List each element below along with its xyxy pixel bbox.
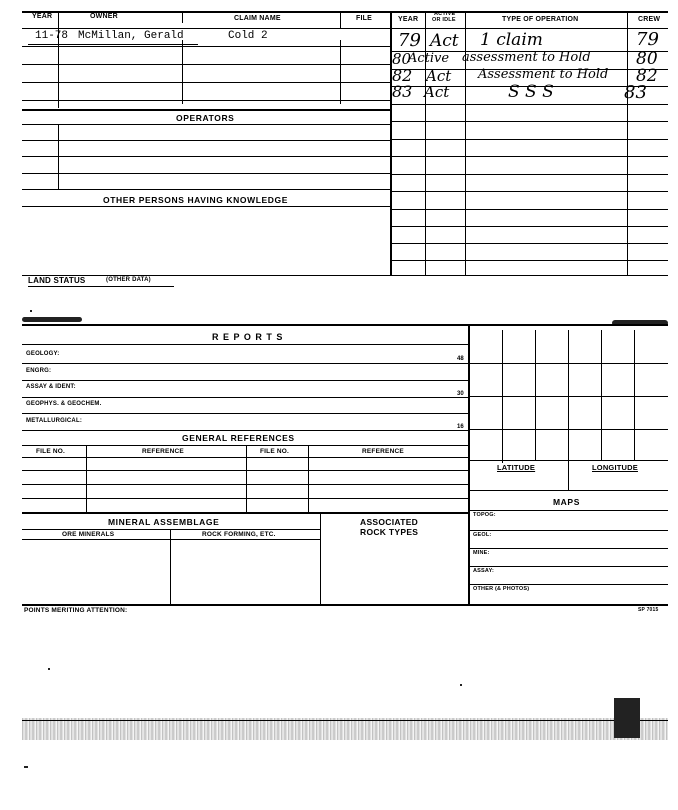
activity-crew: 79 — [636, 29, 659, 50]
scan-speck — [460, 684, 462, 686]
claim-name: Cold 2 — [228, 30, 268, 42]
scan-speck — [48, 668, 50, 670]
entry-underline — [28, 44, 198, 45]
ore-minerals-header: ORE MINERALS — [62, 531, 115, 538]
activity-crew: 82 — [636, 66, 658, 86]
maps-heading: MAPS — [553, 497, 580, 507]
year-header: YEAR — [32, 13, 53, 20]
form-number: SP 7015 — [638, 607, 659, 613]
activity-status: Active — [408, 51, 450, 66]
row-line — [22, 140, 390, 141]
row-line — [390, 209, 668, 210]
row-line — [22, 206, 390, 207]
topog-label: TOPOG: — [473, 512, 496, 518]
scan-speck — [30, 310, 32, 312]
land-status-label: LAND STATUS — [28, 276, 86, 285]
row-line — [22, 457, 468, 458]
activity-crew: 80 — [636, 49, 658, 69]
divider — [340, 13, 341, 28]
operators-top-line — [22, 109, 390, 111]
row-line — [22, 445, 468, 446]
row-line — [468, 584, 668, 585]
activity-year: 82 — [392, 66, 413, 85]
row-line — [22, 512, 468, 514]
other-persons-heading: OTHER PERSONS HAVING KNOWLEDGE — [103, 195, 289, 205]
row-line — [468, 566, 668, 567]
divider — [58, 11, 59, 28]
year2-header: YEAR — [398, 16, 419, 23]
header-row — [22, 11, 668, 27]
row-line — [22, 156, 390, 157]
longitude-label: LONGITUDE — [592, 463, 638, 472]
row-line — [22, 430, 468, 431]
latitude-label: LATITUDE — [497, 463, 536, 472]
row-line — [22, 529, 320, 530]
row-line — [22, 275, 668, 276]
activity-status: Act — [430, 31, 459, 51]
row-line — [22, 498, 468, 499]
divider — [170, 529, 171, 604]
grid-line — [568, 330, 569, 490]
land-status-underline — [28, 286, 174, 287]
file-no-header: FILE NO. — [36, 448, 66, 455]
claim-owner: McMillan, Gerald — [78, 30, 184, 42]
row-line — [22, 46, 390, 47]
row-line — [390, 139, 668, 140]
geophys-label: GEOPHYS. & GEOCHEM. — [26, 401, 102, 407]
scan-line — [22, 720, 668, 721]
row-line — [390, 121, 668, 122]
report-number: 48 — [457, 356, 464, 362]
grid-line — [468, 460, 668, 461]
row-line — [390, 226, 668, 227]
row-line — [22, 64, 390, 65]
row-line — [22, 82, 390, 83]
report-number: 16 — [457, 424, 464, 430]
row-line — [22, 397, 468, 398]
row-line — [468, 548, 668, 549]
file-no-header-2: FILE NO. — [260, 448, 290, 455]
row-line — [468, 510, 668, 511]
divider — [340, 40, 341, 104]
reports-top-line — [22, 324, 668, 326]
land-status-sub: (OTHER DATA) — [106, 277, 151, 283]
grid-line — [468, 490, 668, 491]
row-line — [22, 470, 468, 471]
header-bottom-line — [22, 28, 668, 29]
scan-speck — [24, 766, 28, 768]
grid-line — [468, 396, 668, 397]
engrg-label: ENGRG: — [26, 368, 52, 374]
divider — [320, 512, 321, 604]
reports-right-divider — [468, 324, 470, 604]
activity-status: Act — [426, 67, 452, 85]
geol-label: GEOL: — [473, 532, 492, 538]
claim-date: 11-78 — [35, 30, 69, 42]
divider — [182, 40, 183, 104]
row-line — [390, 243, 668, 244]
row-line — [390, 174, 668, 175]
associated-label-2: ROCK TYPES — [360, 527, 419, 537]
row-line — [22, 173, 390, 174]
claim-name-header: CLAIM NAME — [234, 15, 281, 22]
crew-header: CREW — [638, 16, 661, 23]
associated-label-1: ASSOCIATED — [360, 517, 419, 527]
divider — [627, 13, 628, 276]
points-meriting-attention: POINTS MERITING ATTENTION: — [24, 607, 128, 614]
divider — [58, 124, 59, 189]
activity-status: Act — [424, 83, 450, 101]
reference-header-2: REFERENCE — [362, 448, 404, 455]
activity-year: 83 — [392, 82, 413, 101]
row-line — [22, 124, 390, 125]
row-line — [22, 380, 468, 381]
divider — [182, 11, 183, 23]
reports-heading: R E P O R T S — [212, 332, 284, 342]
active-header-2: OR IDLE — [432, 17, 456, 23]
row-line — [22, 344, 468, 345]
row-line — [468, 530, 668, 531]
activity-year: 79 — [398, 30, 421, 51]
grid-line — [468, 363, 668, 364]
file-header: FILE — [356, 15, 372, 22]
active-header-1: ACTIVE — [434, 11, 456, 17]
rock-forming-header: ROCK FORMING, ETC. — [202, 531, 276, 538]
row-line — [22, 539, 320, 540]
divider — [86, 445, 87, 513]
mineral-assemblage-heading: MINERAL ASSEMBLAGE — [108, 517, 220, 527]
row-line — [22, 413, 468, 414]
activity-operation: 1 claim — [480, 30, 543, 50]
grid-line — [535, 330, 536, 460]
type-of-operation-header: TYPE OF OPERATION — [502, 16, 579, 23]
activity-year: 80 — [392, 50, 412, 68]
scan-artifact-band — [22, 718, 668, 740]
bottom-form-line — [22, 604, 668, 606]
assay-map-label: ASSAY: — [473, 568, 495, 574]
row-line — [390, 156, 668, 157]
divider — [308, 445, 309, 513]
activity-crew: 83 — [624, 82, 647, 103]
divider — [246, 445, 247, 513]
owner-header: OWNER — [90, 13, 118, 20]
row-line — [390, 260, 668, 261]
row-line — [22, 189, 390, 190]
general-references-heading: GENERAL REFERENCES — [182, 433, 295, 443]
metallurgical-label: METALLURGICAL: — [26, 418, 83, 424]
row-line — [22, 363, 468, 364]
activity-operation: Assessment to Hold — [478, 67, 609, 82]
row-line — [390, 104, 668, 105]
row-line — [390, 191, 668, 192]
activity-operation: assessment to Hold — [462, 50, 591, 65]
reference-header: REFERENCE — [142, 448, 184, 455]
row-line — [22, 100, 390, 101]
scan-smudge — [22, 317, 82, 322]
operators-heading: OPERATORS — [176, 113, 235, 123]
row-line — [22, 484, 468, 485]
other-photos-label: OTHER (& PHOTOS) — [473, 586, 530, 592]
activity-operation: S S S — [508, 82, 554, 102]
geology-label: GEOLOGY: — [26, 351, 60, 357]
report-number: 30 — [457, 391, 464, 397]
grid-line — [634, 330, 635, 460]
assay-ident-label: ASSAY & IDENT: — [26, 384, 76, 390]
grid-line — [468, 429, 668, 430]
mine-label: MINE: — [473, 550, 490, 556]
grid-line — [601, 330, 602, 460]
scan-blot — [614, 698, 640, 738]
